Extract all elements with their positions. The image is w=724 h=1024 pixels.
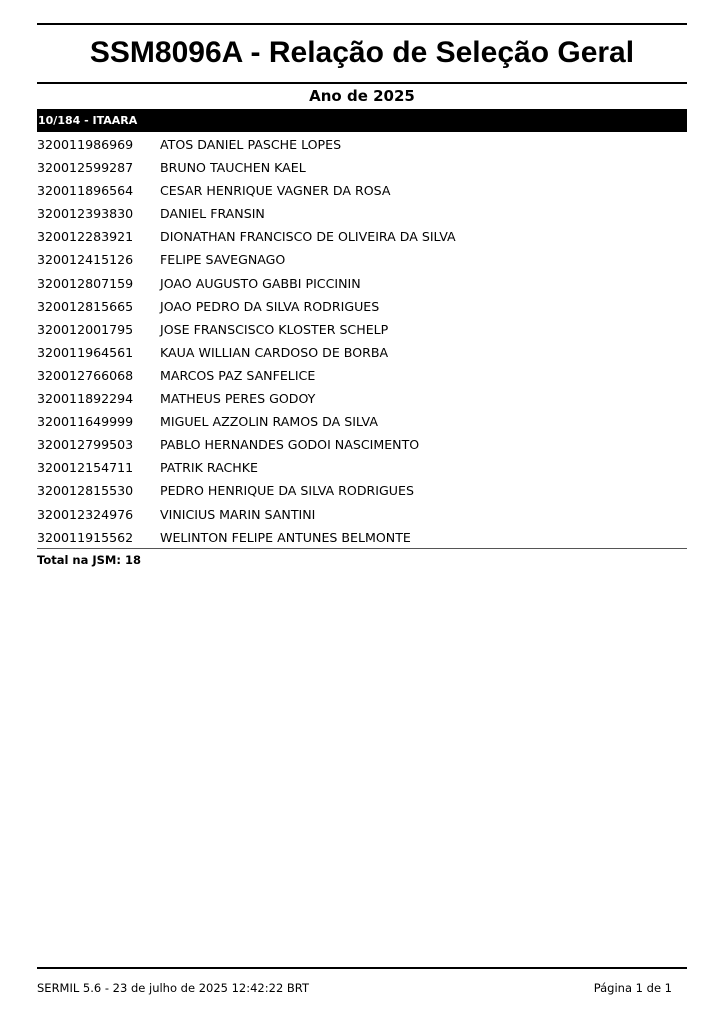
footer-rule [37,967,687,969]
record-code: 320011649999 [37,414,134,430]
record-name: DANIEL FRANSIN [160,206,265,222]
top-rule [37,23,687,25]
record-name: WELINTON FELIPE ANTUNES BELMONTE [160,529,411,545]
record-code: 320012154711 [37,460,134,476]
record-name: ATOS DANIEL PASCHE LOPES [160,137,342,152]
record-code: 320011915562 [37,529,134,545]
list-end-rule [37,548,687,549]
record-code: 320012393830 [37,206,134,222]
record-name: MARCOS PAZ SANFELICE [160,367,316,383]
record-code: 320012766068 [37,367,134,383]
record-code: 320011892294 [37,391,134,407]
record-name: PABLO HERNANDES GODOI NASCIMENTO [160,437,420,453]
list-item [37,503,687,526]
list-item [37,364,687,387]
page-number: Página 1 de 1 [593,981,672,995]
list-item [37,225,687,248]
record-list [37,133,687,549]
record-name: PATRIK RACHKE [160,460,258,476]
list-item [37,272,687,295]
record-code: 320012807159 [37,275,134,291]
list-item [37,179,687,202]
record-code: 320011896564 [37,183,134,199]
section-label: 10/184 - ITAARA [38,114,138,127]
record-code: 320011986969 [37,137,134,152]
record-code: 320011964561 [37,344,134,360]
list-item [37,526,687,549]
record-name: MIGUEL AZZOLIN RAMOS DA SILVA [160,414,378,430]
list-item [37,387,687,410]
record-name: PEDRO HENRIQUE DA SILVA RODRIGUES [160,483,414,499]
list-item [37,341,687,364]
record-code: 320012001795 [37,321,134,337]
record-name: VINICIUS MARIN SANTINI [160,506,316,522]
title-rule [37,82,687,84]
record-name: JOAO AUGUSTO GABBI PICCININ [160,275,361,291]
list-item [37,202,687,225]
record-name: DIONATHAN FRANCISCO DE OLIVEIRA DA SILVA [160,229,456,245]
record-code: 320012415126 [37,252,134,268]
total-count: Total na JSM: 18 [37,553,141,567]
list-item [37,133,687,156]
list-item [37,318,687,341]
section-header [37,109,687,132]
record-name: KAUA WILLIAN CARDOSO DE BORBA [160,344,389,360]
list-item [37,456,687,479]
record-name: CESAR HENRIQUE VAGNER DA ROSA [160,183,391,199]
list-item [37,156,687,179]
list-item [37,295,687,318]
report-title: SSM8096A - Relação de Seleção Geral [89,36,635,69]
record-code: 320012815665 [37,298,134,314]
record-name: JOAO PEDRO DA SILVA RODRIGUES [160,298,380,314]
list-item [37,248,687,271]
record-code: 320012815530 [37,483,134,499]
record-code: 320012599287 [37,160,134,176]
list-item [37,410,687,433]
record-name: BRUNO TAUCHEN KAEL [160,160,306,176]
record-name: FELIPE SAVEGNAGO [160,252,286,268]
list-item [37,479,687,502]
list-item [37,433,687,456]
record-code: 320012283921 [37,229,134,245]
record-code: 320012324976 [37,506,134,522]
year-label: Ano de 2025 [309,87,415,105]
footer-generated-info: SERMIL 5.6 - 23 de julho de 2025 12:42:22 BRT [37,981,309,995]
record-name: MATHEUS PERES GODOY [160,391,316,407]
record-code: 320012799503 [37,437,134,453]
record-name: JOSE FRANSCISCO KLOSTER SCHELP [160,321,389,337]
